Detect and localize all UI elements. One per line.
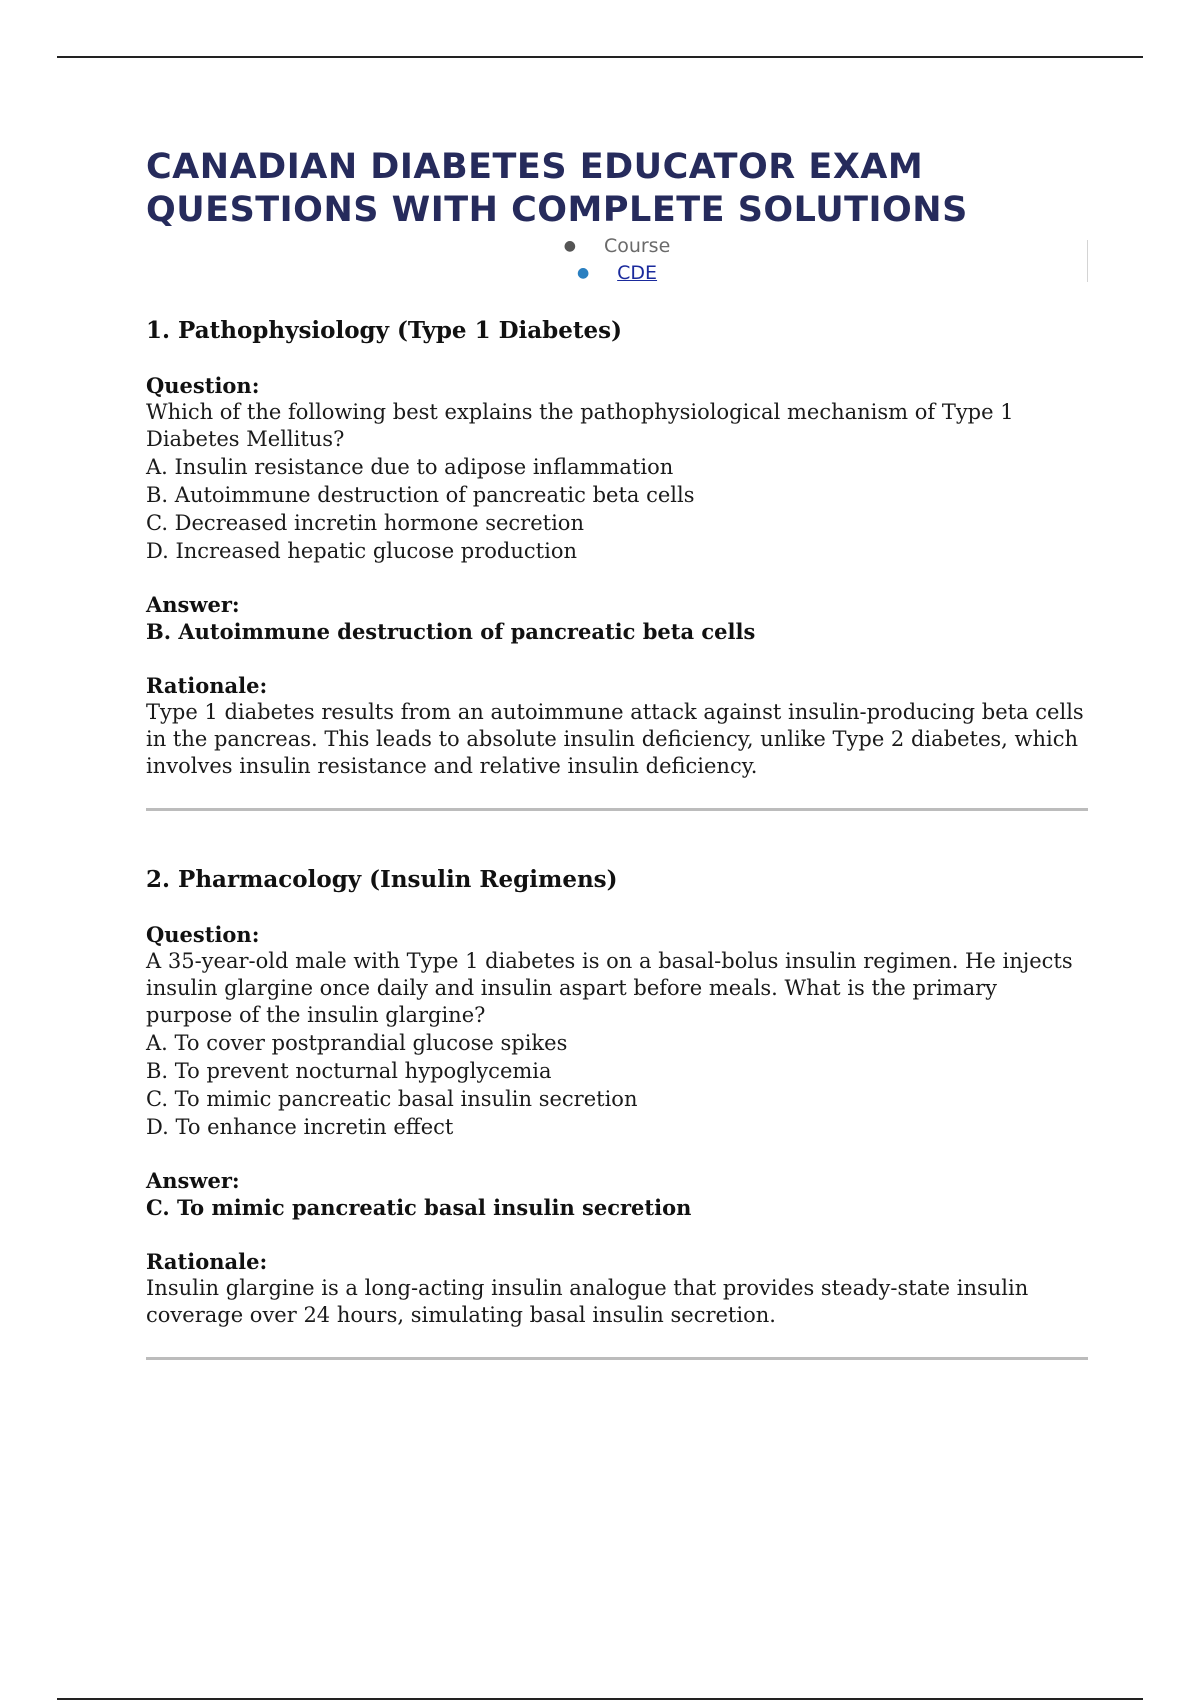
meta-cde-item [146,261,1088,288]
answer-option-d: D. To enhance incretin effect [146,1115,454,1139]
question-text: Which of the following best explains the pathophysiological mechanism of Type 1 Diabetes Mellitus? [146,400,1014,451]
answer-option-b: B. Autoimmune destruction of pancreatic beta cells [146,483,695,507]
bullet-icon: ● [576,265,590,281]
rationale-text: Insulin glargine is a long-acting insulin analogue that provides steady-state insulin coverage over 24 hours, simulating basal insulin secretion. [146,1276,1029,1327]
correct-answer: B. Autoimmune destruction of pancreatic beta cells [146,619,756,644]
rationale-label: Rationale: [146,673,268,698]
question-section-2 [146,865,1088,1360]
document-content [146,146,1088,1360]
answer-option-c: C. Decreased incretin hormone secretion [146,511,584,535]
cde-course-link[interactable]: CDE [617,262,658,284]
page-top-rule [57,56,1143,58]
section-divider [146,808,1088,811]
meta-divider [1087,240,1088,282]
question-label: Question: [146,373,260,398]
answer-option-a: A. To cover postprandial glucose spikes [146,1031,568,1055]
document-meta [146,234,1088,286]
meta-course-label: Course [603,235,671,257]
correct-answer: C. To mimic pancreatic basal insulin secretion [146,1195,692,1220]
section-heading: 2. Pharmacology (Insulin Regimens) [146,866,618,893]
bullet-icon: ● [563,238,576,254]
section-divider [146,1357,1088,1360]
question-text: A 35-year-old male with Type 1 diabetes is on a basal-bolus insulin regimen. He injects insulin glargine once daily and insulin aspart before meals. What is the primary purpose of the insulin glargine? [146,949,1073,1027]
meta-list [146,234,1088,288]
question-section-1 [146,316,1088,811]
answer-option-d: D. Increased hepatic glucose production [146,539,577,563]
answer-option-b: B. To prevent nocturnal hypoglycemia [146,1059,552,1083]
document-title: CANADIAN DIABETES EDUCATOR EXAM QUESTIONS WITH COMPLETE SOLUTIONS [146,147,968,230]
question-label: Question: [146,922,260,947]
meta-course-item [146,234,1088,261]
rationale-label: Rationale: [146,1249,268,1274]
answer-option-a: A. Insulin resistance due to adipose inflammation [146,455,674,479]
answer-option-c: C. To mimic pancreatic basal insulin secretion [146,1087,638,1111]
section-heading: 1. Pathophysiology (Type 1 Diabetes) [146,317,622,344]
rationale-text: Type 1 diabetes results from an autoimmune attack against insulin-producing beta cells in the pancreas. This leads to absolute insulin deficiency, unlike Type 2 diabetes, which involves insulin resistance and relative insulin deficiency. [146,700,1084,778]
answer-label: Answer: [146,592,240,617]
answer-label: Answer: [146,1168,240,1193]
